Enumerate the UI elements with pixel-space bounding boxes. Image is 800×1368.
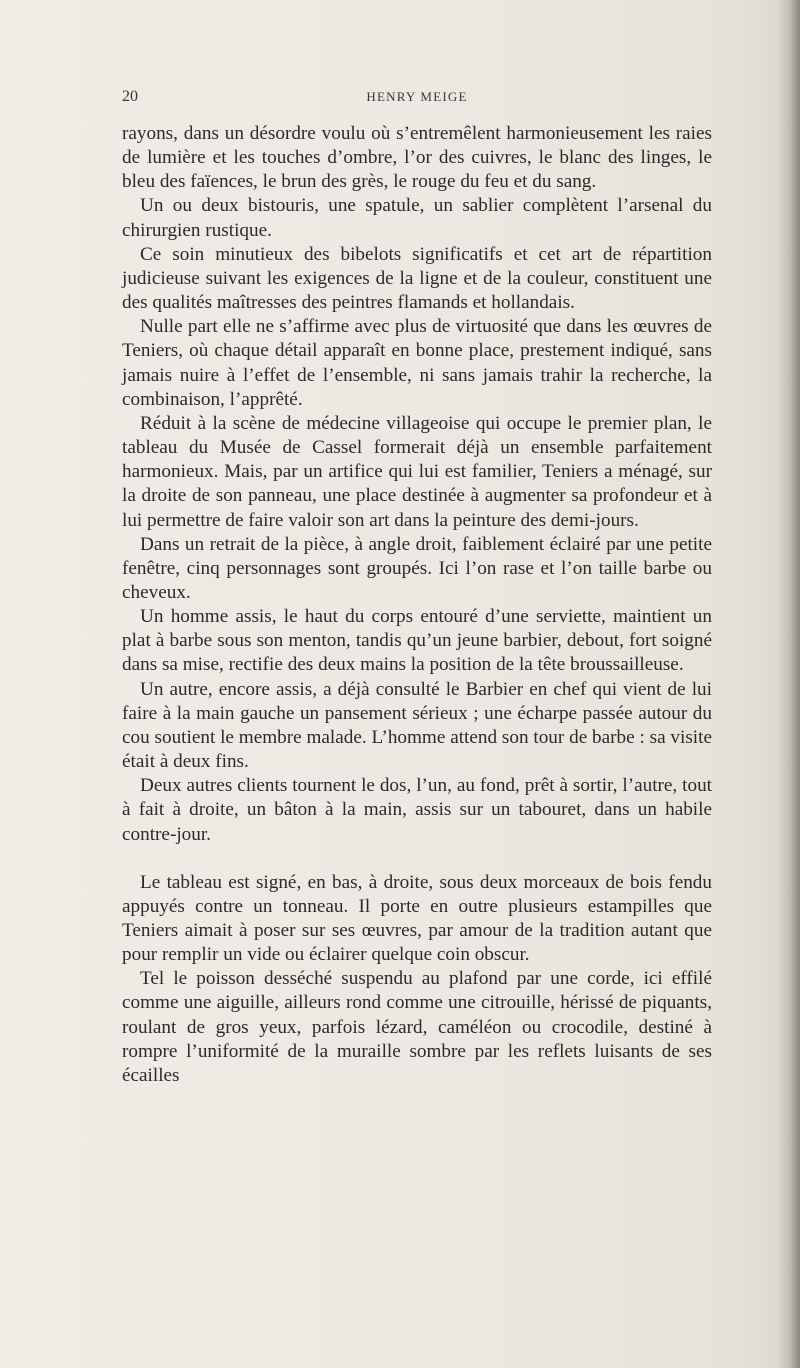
paragraph: Tel le poisson desséché suspendu au plafond par une corde, ici effilé comme une aiguille, ailleurs rond comme une citrouille, hérissé de piquants, roulant de gros yeux, parfois lézard, caméléon ou crocodile, destiné à rompre l’uniformité de la muraille sombre par les reflets luisants de ses écailles xyxy=(122,968,712,1086)
paragraph: Le tableau est signé, en bas, à droite, sous deux morceaux de bois fendu appuyés contre un tonneau. Il porte en outre plusieurs estampilles que Teniers aimait à poser sur ses œuvres, par amour de la tradition autant que pour remplir un vide ou éclairer quelque coin obscur. xyxy=(122,871,712,966)
page-header xyxy=(122,88,712,112)
paragraph: Un homme assis, le haut du corps entouré d’une serviette, maintient un plat à barbe sous son menton, tandis qu’un jeune barbier, debout, fort soigné dans sa mise, rectifie des deux mains la position de la tête broussailleuse. xyxy=(122,606,712,676)
body-text xyxy=(122,122,712,1088)
page-number: 20 xyxy=(122,88,138,105)
paragraph: Deux autres clients tournent le dos, l’un, au fond, prêt à sortir, l’autre, tout à fait à droite, un bâton à la main, assis sur un tabouret, dans un habile contre-jour. xyxy=(122,775,712,845)
paragraph: Ce soin minutieux des bibelots significatifs et cet art de répartition judicieuse suivant les exigences de la ligne et de la couleur, constituent une des qualités maîtresses des peintres flamands et hollandais. xyxy=(122,243,712,314)
paragraph: Dans un retrait de la pièce, à angle droit, faiblement éclairé par une petite fenêtre, cinq personnages sont groupés. Ici l’on rase et l’on taille barbe ou cheveux. xyxy=(122,533,712,603)
paragraph: Réduit à la scène de médecine villageoise qui occupe le premier plan, le tableau du Musée de Cassel formerait déjà un ensemble parfaitement harmonieux. Mais, par un artifice qui lui est familier, Teniers a ménagé, sur la droite de son panneau, une place destinée à augmenter sa profondeur et à lui permettre de faire valoir son art dans la peinture des demi-jours. xyxy=(122,412,712,531)
paragraph: Un autre, encore assis, a déjà consulté le Barbier en chef qui vient de lui faire à la main gauche un pansement sérieux ; une écharpe passée autour du cou soutient le membre malade. L’homme attend son tour de barbe : sa visite était à deux fins. xyxy=(122,678,712,773)
paragraph: rayons, dans un désordre voulu où s’entremêlent harmonieusement les raies de lumière et les touches d’ombre, l’or des cuivres, le blanc des linges, le bleu des faïences, le brun des grès, le rouge du feu et du sang. xyxy=(122,123,712,193)
page-edge-shadow xyxy=(778,0,800,1368)
running-title: HENRY MEIGE xyxy=(366,89,468,104)
paragraph: Un ou deux bistouris, une spatule, un sablier complètent l’arsenal du chirurgien rustique. xyxy=(122,195,712,241)
paragraph: Nulle part elle ne s’affirme avec plus de virtuosité que dans les œuvres de Teniers, où chaque détail apparaît en bonne place, prestement indiqué, sans jamais nuire à l’effet de l’ensemble, ni sans jamais trahir la recherche, la combinaison, l’apprêté. xyxy=(122,316,712,410)
